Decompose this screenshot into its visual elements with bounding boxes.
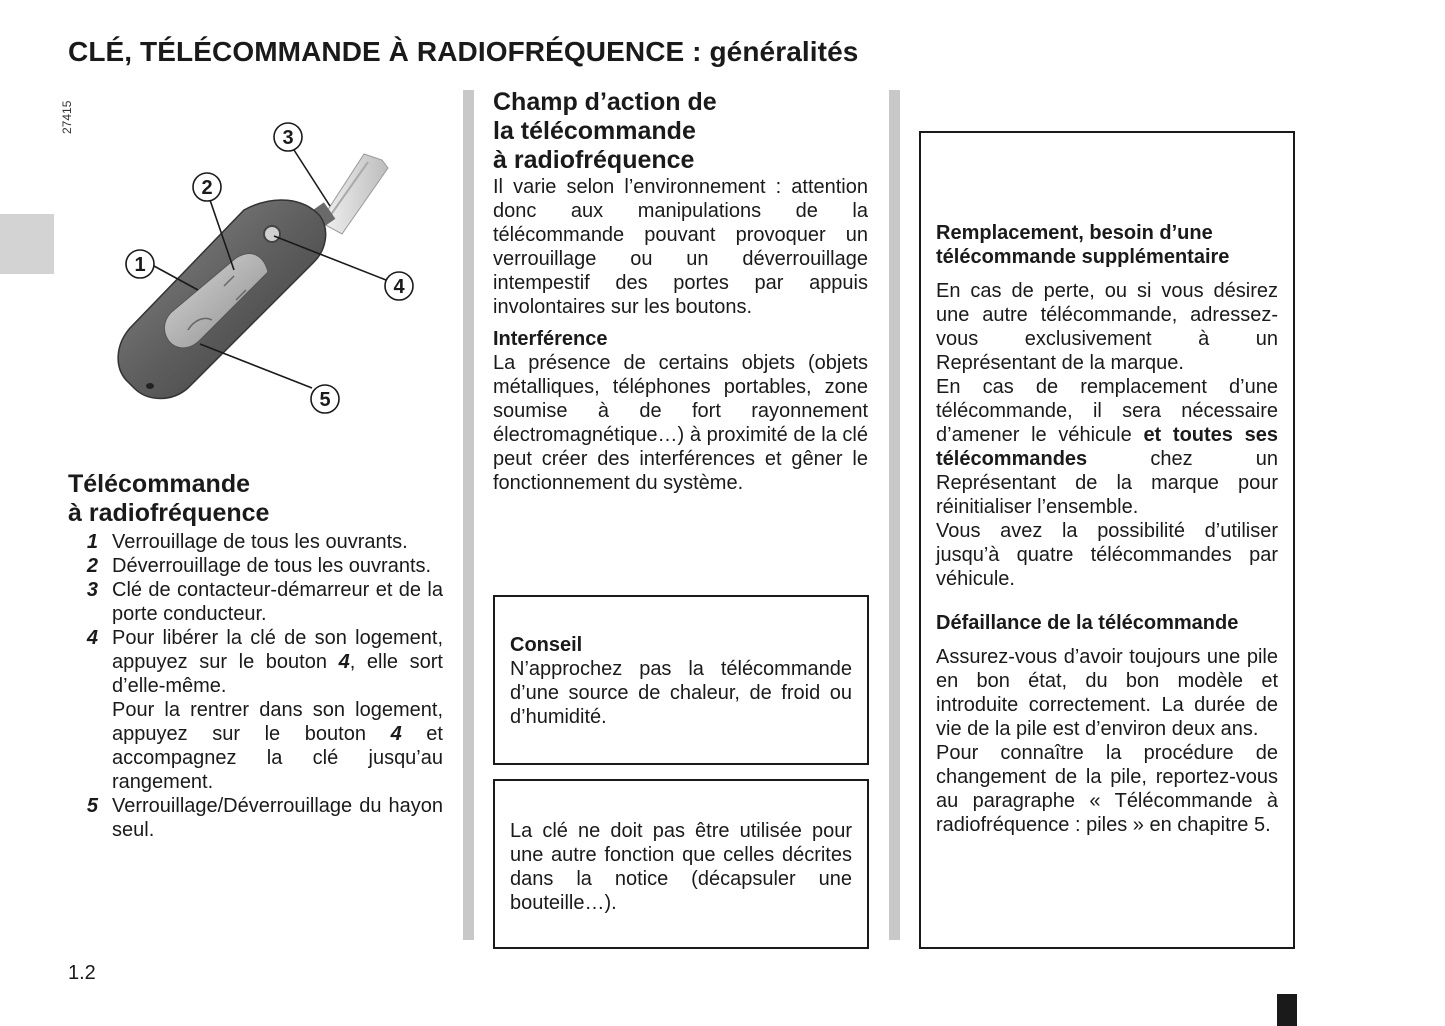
failure-paragraph: Assurez-vous d’avoir toujours une pile en bon état, du bon modèle et introduite correctement. La durée de vie de la pile est d’environ deux ans.: [936, 646, 1278, 740]
list-item: 5 Verrouillage/Déverrouillage du hayon seul.: [86, 795, 443, 841]
section-heading: Télécommande à radiofréquence: [68, 470, 270, 527]
replacement-paragraph: En cas de perte, ou si vous désirez une autre télécommande, adressez-vous exclusivement à un Représentant de la marque.: [936, 280, 1278, 374]
failure-paragraph: Pour connaître la procédure de changement de la pile, reportez-vous au paragraphe « Télécommande à radiofréquence : piles » en chapitre 5.: [936, 742, 1278, 836]
replacement-paragraph: En cas de remplacement d’une télécommande, il sera nécessaire d’amener le véhicule et toutes ses télécommandes chez un Représentant de la marque pour réinitialiser l’ensemble.: [936, 376, 1278, 518]
column-separator: [463, 90, 474, 940]
corner-mark: [1277, 994, 1297, 1026]
range-section: [493, 88, 868, 495]
callout-line-3: [294, 150, 330, 206]
section-heading: Champ d’action de la télécommande à radiofréquence: [493, 88, 717, 174]
page-title: CLÉ, TÉLÉCOMMANDE À RADIOFRÉQUENCE : généralités: [68, 36, 859, 67]
callout-line-5: [200, 344, 312, 388]
list-item: 1 Verrouillage de tous les ouvrants.: [86, 531, 408, 553]
interference-heading: Interférence: [493, 328, 608, 350]
remote-control-section: [68, 470, 443, 842]
callout-label-3: 3: [282, 127, 294, 149]
list-item: Pour la rentrer dans son logement, appuyez sur le bouton 4 et accompagnez la clé jusqu’au rangement.: [112, 699, 443, 793]
replacement-paragraph: Vous avez la possibilité d’utiliser jusqu’à quatre télécommandes par véhicule.: [936, 520, 1278, 590]
callout-label-4: 4: [393, 276, 405, 298]
replacement-heading: Remplacement, besoin d’une télécommande supplémentaire: [936, 222, 1230, 268]
range-paragraph: Il varie selon l’environnement : attention donc aux manipulations de la télécommande pouvant provoquer un verrouillage ou un déverrouillage intempestif des portes par appuis involontaires sur les boutons.: [493, 176, 868, 318]
list-item: 2 Déverrouillage de tous les ouvrants.: [86, 555, 432, 577]
warning-box: [493, 779, 869, 949]
remote-key-figure: [60, 90, 448, 430]
release-button: [264, 226, 280, 242]
remote-key-illustration: [68, 90, 448, 430]
column-separator: [889, 90, 900, 940]
replacement-box: [919, 131, 1295, 949]
advice-text: N’approchez pas la télécommande d’une source de chaleur, de froid ou d’humidité.: [510, 658, 852, 728]
interference-paragraph: La présence de certains objets (objets métalliques, téléphones portables, zone soumise à de fort rayonnement électromagnétique…) à proximité de la clé peut créer des interférences et gêner le fonctionnement du système.: [493, 352, 868, 494]
advice-box: [493, 595, 869, 765]
callout-label-5: 5: [319, 389, 331, 411]
callout-label-1: 1: [134, 254, 146, 276]
list-item: 4 Pour libérer la clé de son logement, appuyez sur le bouton 4, elle sort d’elle-même.: [86, 627, 443, 697]
button-list: [68, 530, 443, 842]
callout-label-2: 2: [201, 177, 213, 199]
warning-text: La clé ne doit pas être utilisée pour une autre fonction que celles décrites dans la notice (décapsuler une bouteille…).: [510, 820, 852, 914]
failure-heading: Défaillance de la télécommande: [936, 612, 1239, 634]
advice-title: Conseil: [510, 634, 583, 656]
chapter-tab: [0, 214, 54, 274]
list-item: 3 Clé de contacteur-démarreur et de la porte conducteur.: [86, 579, 443, 625]
page-number: 1.2: [68, 962, 96, 984]
figure-code: 27415: [60, 100, 74, 134]
